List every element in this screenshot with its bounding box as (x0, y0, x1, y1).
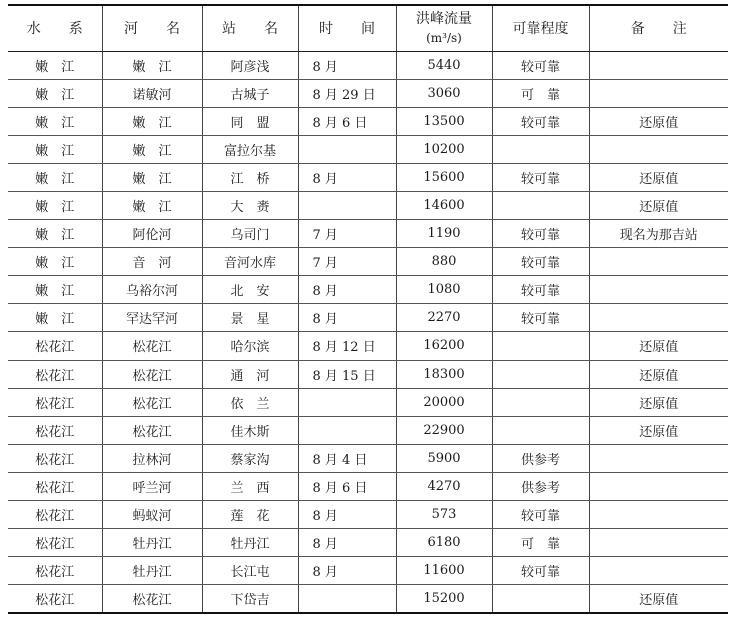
header-remark: 备 注 (589, 5, 728, 51)
cell-river: 松花江 (102, 332, 202, 360)
cell-time: 8 月 29 日 (298, 79, 396, 107)
cell-station: 蔡家沟 (202, 444, 298, 472)
cell-river: 诺敏河 (102, 79, 202, 107)
cell-water-system: 嫩 江 (8, 276, 102, 304)
header-reliability: 可靠程度 (492, 5, 589, 51)
table-row (8, 304, 728, 332)
cell-river: 松花江 (102, 416, 202, 444)
cell-time: 8 月 15 日 (298, 360, 396, 388)
cell-water-system: 嫩 江 (8, 79, 102, 107)
table-row (8, 135, 728, 163)
cell-station: 大 赉 (202, 191, 298, 219)
cell-reliability: 较可靠 (492, 501, 589, 529)
cell-water-system: 松花江 (8, 444, 102, 472)
cell-time: 7 月 (298, 248, 396, 276)
cell-flow: 1190 (396, 220, 492, 248)
cell-river: 乌裕尔河 (102, 276, 202, 304)
cell-station: 通 河 (202, 360, 298, 388)
cell-river: 松花江 (102, 585, 202, 613)
cell-remark: 还原值 (589, 585, 728, 613)
cell-water-system: 松花江 (8, 416, 102, 444)
cell-remark: 还原值 (589, 332, 728, 360)
cell-time: 8 月 (298, 163, 396, 191)
cell-time (298, 416, 396, 444)
table-row (8, 557, 728, 585)
cell-time: 8 月 4 日 (298, 444, 396, 472)
cell-time: 8 月 (298, 557, 396, 585)
cell-reliability: 可 靠 (492, 529, 589, 557)
table-row (8, 444, 728, 472)
cell-water-system: 嫩 江 (8, 248, 102, 276)
cell-remark: 还原值 (589, 416, 728, 444)
cell-river: 罕达罕河 (102, 304, 202, 332)
table-row (8, 472, 728, 500)
table-row (8, 360, 728, 388)
cell-remark (589, 557, 728, 585)
cell-water-system: 嫩 江 (8, 304, 102, 332)
cell-remark: 还原值 (589, 163, 728, 191)
cell-river: 松花江 (102, 360, 202, 388)
cell-reliability: 较可靠 (492, 248, 589, 276)
cell-flow: 1080 (396, 276, 492, 304)
cell-water-system: 松花江 (8, 472, 102, 500)
cell-water-system: 松花江 (8, 529, 102, 557)
cell-remark: 现名为那吉站 (589, 220, 728, 248)
cell-time (298, 585, 396, 613)
cell-flow: 5440 (396, 51, 492, 79)
cell-time (298, 135, 396, 163)
cell-flow: 13500 (396, 107, 492, 135)
cell-flow: 2270 (396, 304, 492, 332)
cell-reliability: 较可靠 (492, 557, 589, 585)
cell-river: 嫩 江 (102, 51, 202, 79)
cell-flow: 10200 (396, 135, 492, 163)
cell-flow: 15200 (396, 585, 492, 613)
cell-reliability (492, 585, 589, 613)
cell-time: 8 月 (298, 304, 396, 332)
cell-station: 哈尔滨 (202, 332, 298, 360)
table-row (8, 51, 728, 79)
cell-remark (589, 529, 728, 557)
cell-water-system: 嫩 江 (8, 135, 102, 163)
cell-station: 阿彦浅 (202, 51, 298, 79)
cell-flow: 11600 (396, 557, 492, 585)
cell-time: 8 月 6 日 (298, 472, 396, 500)
table-row (8, 416, 728, 444)
table-row (8, 107, 728, 135)
cell-flow: 6180 (396, 529, 492, 557)
header-flow-unit: (m³/s) (426, 30, 462, 45)
cell-flow: 4270 (396, 472, 492, 500)
cell-remark: 还原值 (589, 191, 728, 219)
cell-reliability (492, 135, 589, 163)
cell-river: 呼兰河 (102, 472, 202, 500)
cell-remark (589, 472, 728, 500)
cell-reliability (492, 191, 589, 219)
cell-river: 嫩 江 (102, 135, 202, 163)
cell-reliability (492, 416, 589, 444)
cell-river: 音 河 (102, 248, 202, 276)
cell-station: 古城子 (202, 79, 298, 107)
cell-remark (589, 248, 728, 276)
cell-reliability: 供参考 (492, 472, 589, 500)
cell-reliability (492, 332, 589, 360)
cell-remark: 还原值 (589, 107, 728, 135)
table-row (8, 501, 728, 529)
cell-water-system: 嫩 江 (8, 51, 102, 79)
cell-time: 8 月 12 日 (298, 332, 396, 360)
cell-remark (589, 276, 728, 304)
cell-water-system: 嫩 江 (8, 163, 102, 191)
cell-time: 8 月 (298, 501, 396, 529)
table-row (8, 163, 728, 191)
cell-station: 音河水库 (202, 248, 298, 276)
cell-water-system: 松花江 (8, 360, 102, 388)
cell-remark (589, 501, 728, 529)
cell-remark (589, 79, 728, 107)
table-row (8, 388, 728, 416)
cell-flow: 3060 (396, 79, 492, 107)
flood-peak-table (8, 4, 728, 614)
cell-time: 7 月 (298, 220, 396, 248)
cell-river: 阿伦河 (102, 220, 202, 248)
cell-reliability: 较可靠 (492, 276, 589, 304)
table-row (8, 529, 728, 557)
cell-station: 乌司门 (202, 220, 298, 248)
cell-water-system: 松花江 (8, 585, 102, 613)
cell-flow: 18300 (396, 360, 492, 388)
cell-river: 松花江 (102, 388, 202, 416)
cell-water-system: 松花江 (8, 332, 102, 360)
cell-time: 8 月 (298, 51, 396, 79)
cell-remark (589, 135, 728, 163)
cell-reliability: 可 靠 (492, 79, 589, 107)
cell-reliability (492, 388, 589, 416)
cell-flow: 573 (396, 501, 492, 529)
cell-time: 8 月 6 日 (298, 107, 396, 135)
cell-station: 下岱吉 (202, 585, 298, 613)
cell-remark: 还原值 (589, 360, 728, 388)
cell-station: 牡丹江 (202, 529, 298, 557)
cell-water-system: 嫩 江 (8, 191, 102, 219)
table-row (8, 220, 728, 248)
cell-station: 佳木斯 (202, 416, 298, 444)
cell-station: 兰 西 (202, 472, 298, 500)
cell-reliability: 较可靠 (492, 304, 589, 332)
table-row (8, 585, 728, 613)
cell-station: 江 桥 (202, 163, 298, 191)
cell-river: 牡丹江 (102, 557, 202, 585)
cell-flow: 880 (396, 248, 492, 276)
cell-remark: 还原值 (589, 388, 728, 416)
cell-flow: 16200 (396, 332, 492, 360)
cell-river: 牡丹江 (102, 529, 202, 557)
cell-station: 莲 花 (202, 501, 298, 529)
cell-river: 嫩 江 (102, 163, 202, 191)
cell-flow: 22900 (396, 416, 492, 444)
cell-water-system: 嫩 江 (8, 220, 102, 248)
cell-flow: 20000 (396, 388, 492, 416)
header-flow (396, 5, 492, 51)
flood-peak-table-container (8, 4, 728, 614)
table-row (8, 79, 728, 107)
cell-time: 8 月 (298, 529, 396, 557)
cell-time (298, 191, 396, 219)
cell-water-system: 松花江 (8, 388, 102, 416)
cell-water-system: 嫩 江 (8, 107, 102, 135)
cell-river: 蚂蚁河 (102, 501, 202, 529)
cell-flow: 15600 (396, 163, 492, 191)
cell-river: 嫩 江 (102, 191, 202, 219)
cell-time: 8 月 (298, 276, 396, 304)
cell-reliability: 较可靠 (492, 220, 589, 248)
cell-station: 依 兰 (202, 388, 298, 416)
cell-river: 拉林河 (102, 444, 202, 472)
cell-flow: 14600 (396, 191, 492, 219)
cell-time (298, 388, 396, 416)
cell-station: 长江屯 (202, 557, 298, 585)
cell-station: 北 安 (202, 276, 298, 304)
cell-reliability: 较可靠 (492, 107, 589, 135)
cell-reliability: 较可靠 (492, 51, 589, 79)
cell-station: 富拉尔基 (202, 135, 298, 163)
table-row (8, 332, 728, 360)
cell-water-system: 松花江 (8, 501, 102, 529)
header-row (8, 5, 728, 51)
header-water-system: 水 系 (8, 5, 102, 51)
cell-reliability: 供参考 (492, 444, 589, 472)
header-time: 时 间 (298, 5, 396, 51)
cell-remark (589, 304, 728, 332)
table-header (8, 5, 728, 51)
cell-remark (589, 444, 728, 472)
cell-station: 同 盟 (202, 107, 298, 135)
table-row (8, 276, 728, 304)
table-row (8, 248, 728, 276)
cell-water-system: 松花江 (8, 557, 102, 585)
header-flow-label: 洪峰流量 (416, 11, 472, 27)
cell-river: 嫩 江 (102, 107, 202, 135)
cell-reliability: 较可靠 (492, 163, 589, 191)
table-body (8, 51, 728, 613)
cell-reliability (492, 360, 589, 388)
cell-flow: 5900 (396, 444, 492, 472)
header-river: 河 名 (102, 5, 202, 51)
table-row (8, 191, 728, 219)
header-station: 站 名 (202, 5, 298, 51)
cell-station: 景 星 (202, 304, 298, 332)
cell-remark (589, 51, 728, 79)
